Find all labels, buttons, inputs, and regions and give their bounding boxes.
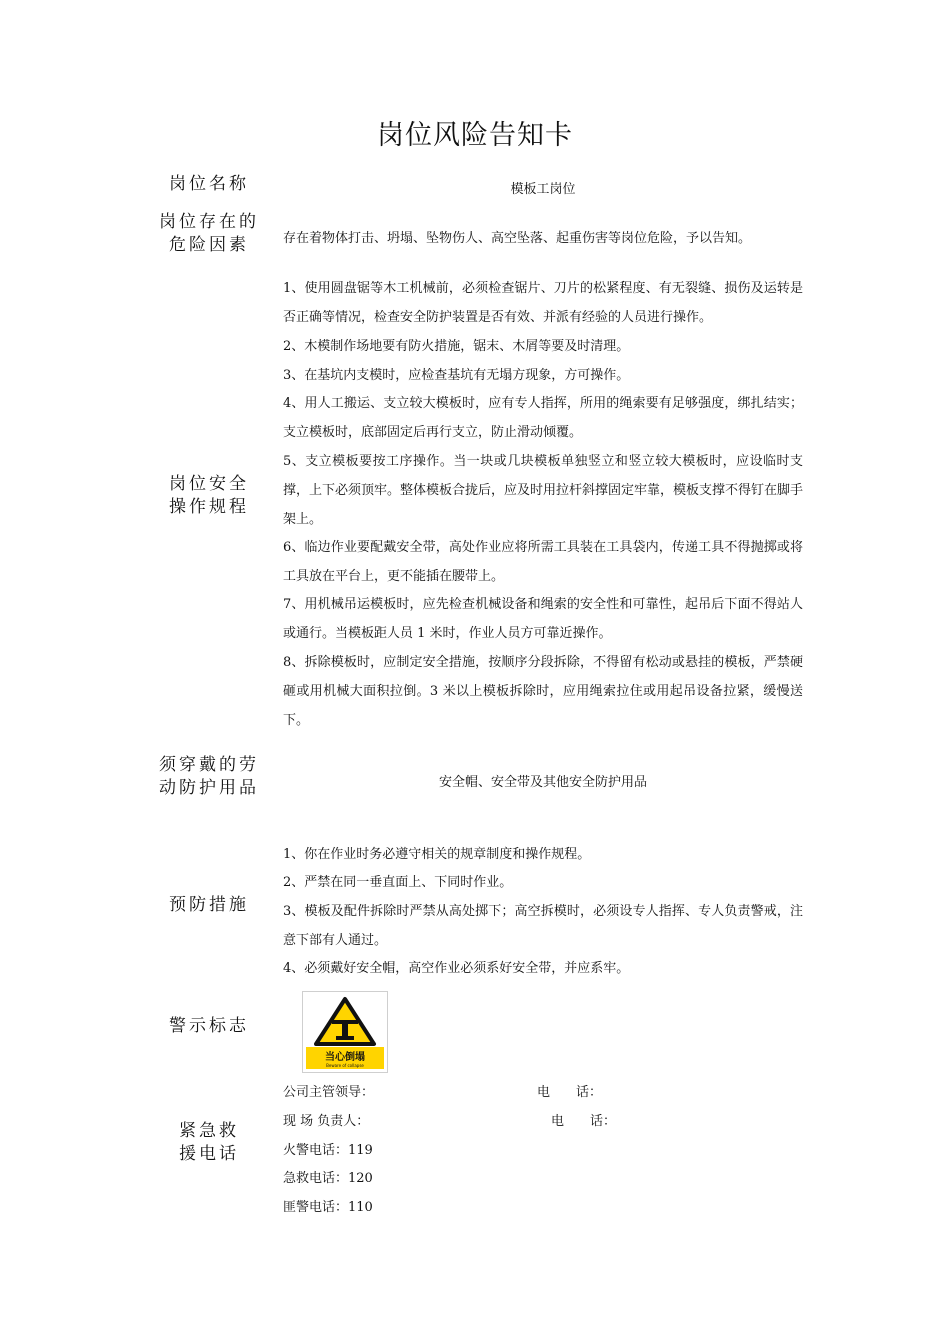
warning-sign	[302, 991, 388, 1073]
emergency-label	[150, 1120, 268, 1166]
ppe-label-line1: 须穿戴的劳	[159, 755, 259, 775]
procedures-label-line1: 岗位安全	[169, 474, 249, 494]
site-manager-phone: 电 话：	[551, 1114, 617, 1129]
supervisor-phone: 电 话：	[537, 1085, 603, 1100]
prevention-item: 3、模板及配件拆除时严禁从高处掷下；高空拆模时，必须设专人指挥、专人负责警戒，注意下部有人通过。	[283, 904, 803, 948]
warning-sign-subtext: Beware of collapse	[326, 1063, 364, 1068]
site-manager-line: 现 场 负责人：	[283, 1114, 370, 1129]
supervisor-line: 公司主管领导：	[283, 1085, 375, 1100]
procedure-item: 2、木模制作场地要有防火措施，锯末、木屑等要及时清理。	[283, 339, 630, 354]
procedures-label-line2: 操作规程	[169, 497, 249, 517]
collapse-warning-icon	[303, 992, 387, 1072]
hazards-label-line2: 危险因素	[169, 235, 249, 255]
hazards-label-line1: 岗位存在的	[159, 212, 259, 232]
prevention-item: 2、严禁在同一垂直面上、下同时作业。	[283, 875, 513, 890]
prevention-item: 4、必须戴好安全帽，高空作业必须系好安全带，并应系牢。	[283, 961, 630, 976]
procedure-item: 6、临边作业要配戴安全带，高处作业应将所需工具装在工具袋内，传递工具不得抛掷或将工具放在平台上，更不能插在腰带上。	[283, 540, 803, 584]
ppe-value: 安全帽、安全带及其他安全防护用品	[438, 775, 647, 790]
procedures-label	[150, 473, 268, 519]
emergency-label-line2: 援电话	[179, 1144, 239, 1164]
police-phone: 匪警电话：110	[283, 1200, 373, 1215]
hazards-label	[150, 211, 268, 257]
warning-label: 警示标志	[169, 1016, 249, 1036]
prevention-label: 预防措施	[169, 895, 249, 915]
post-name-label: 岗位名称	[169, 174, 249, 194]
procedure-item: 4、用人工搬运、支立较大模板时，应有专人指挥，所用的绳索要有足够强度，绑扎结实；支立模板时，底部固定后再行支立，防止滑动倾覆。	[283, 396, 803, 440]
procedure-item: 7、用机械吊运模板时，应先检查机械设备和绳索的安全性和可靠性，起吊后下面不得站人或通行。当模板距人员 1 米时，作业人员方可靠近操作。	[283, 597, 803, 641]
hazards-value: 存在着物体打击、坍塌、坠物伤人、高空坠落、起重伤害等岗位危险，予以告知。	[283, 231, 752, 246]
ppe-label-line2: 动防护用品	[159, 778, 259, 798]
post-name-value: 模板工岗位	[510, 182, 576, 197]
procedure-item: 5、支立模板要按工序操作。当一块或几块模板单独竖立和竖立较大模板时，应设临时支撑，上下必须顶牢。整体模板合拢后，应及时用拉杆斜撑固定牢靠，模板支撑不得钉在脚手架上。	[283, 454, 804, 527]
page-title: 岗位风险告知卡	[377, 120, 573, 151]
emergency-label-line1: 紧急救	[179, 1121, 239, 1141]
fire-phone: 火警电话：119	[283, 1143, 373, 1158]
ppe-label	[150, 754, 268, 800]
prevention-item: 1、你在作业时务必遵守相关的规章制度和操作规程。	[283, 847, 591, 862]
ambulance-phone: 急救电话：120	[283, 1171, 373, 1186]
procedure-item: 8、拆除模板时，应制定安全措施，按顺序分段拆除，不得留有松动或悬挂的模板，严禁硬砸或用机械大面积拉倒。3 米以上模板拆除时，应用绳索拉住或用起吊设备拉紧，缓慢送下。	[283, 655, 803, 728]
procedure-item: 1、使用圆盘锯等木工机械前，必须检查锯片、刀片的松紧程度、有无裂缝、损伤及运转是否正确等情况，检查安全防护装置是否有效、并派有经验的人员进行操作。	[283, 281, 803, 325]
warning-sign-text: 当心倒塌	[325, 1052, 365, 1063]
procedure-item: 3、在基坑内支模时，应检查基坑有无塌方现象，方可操作。	[283, 368, 630, 383]
